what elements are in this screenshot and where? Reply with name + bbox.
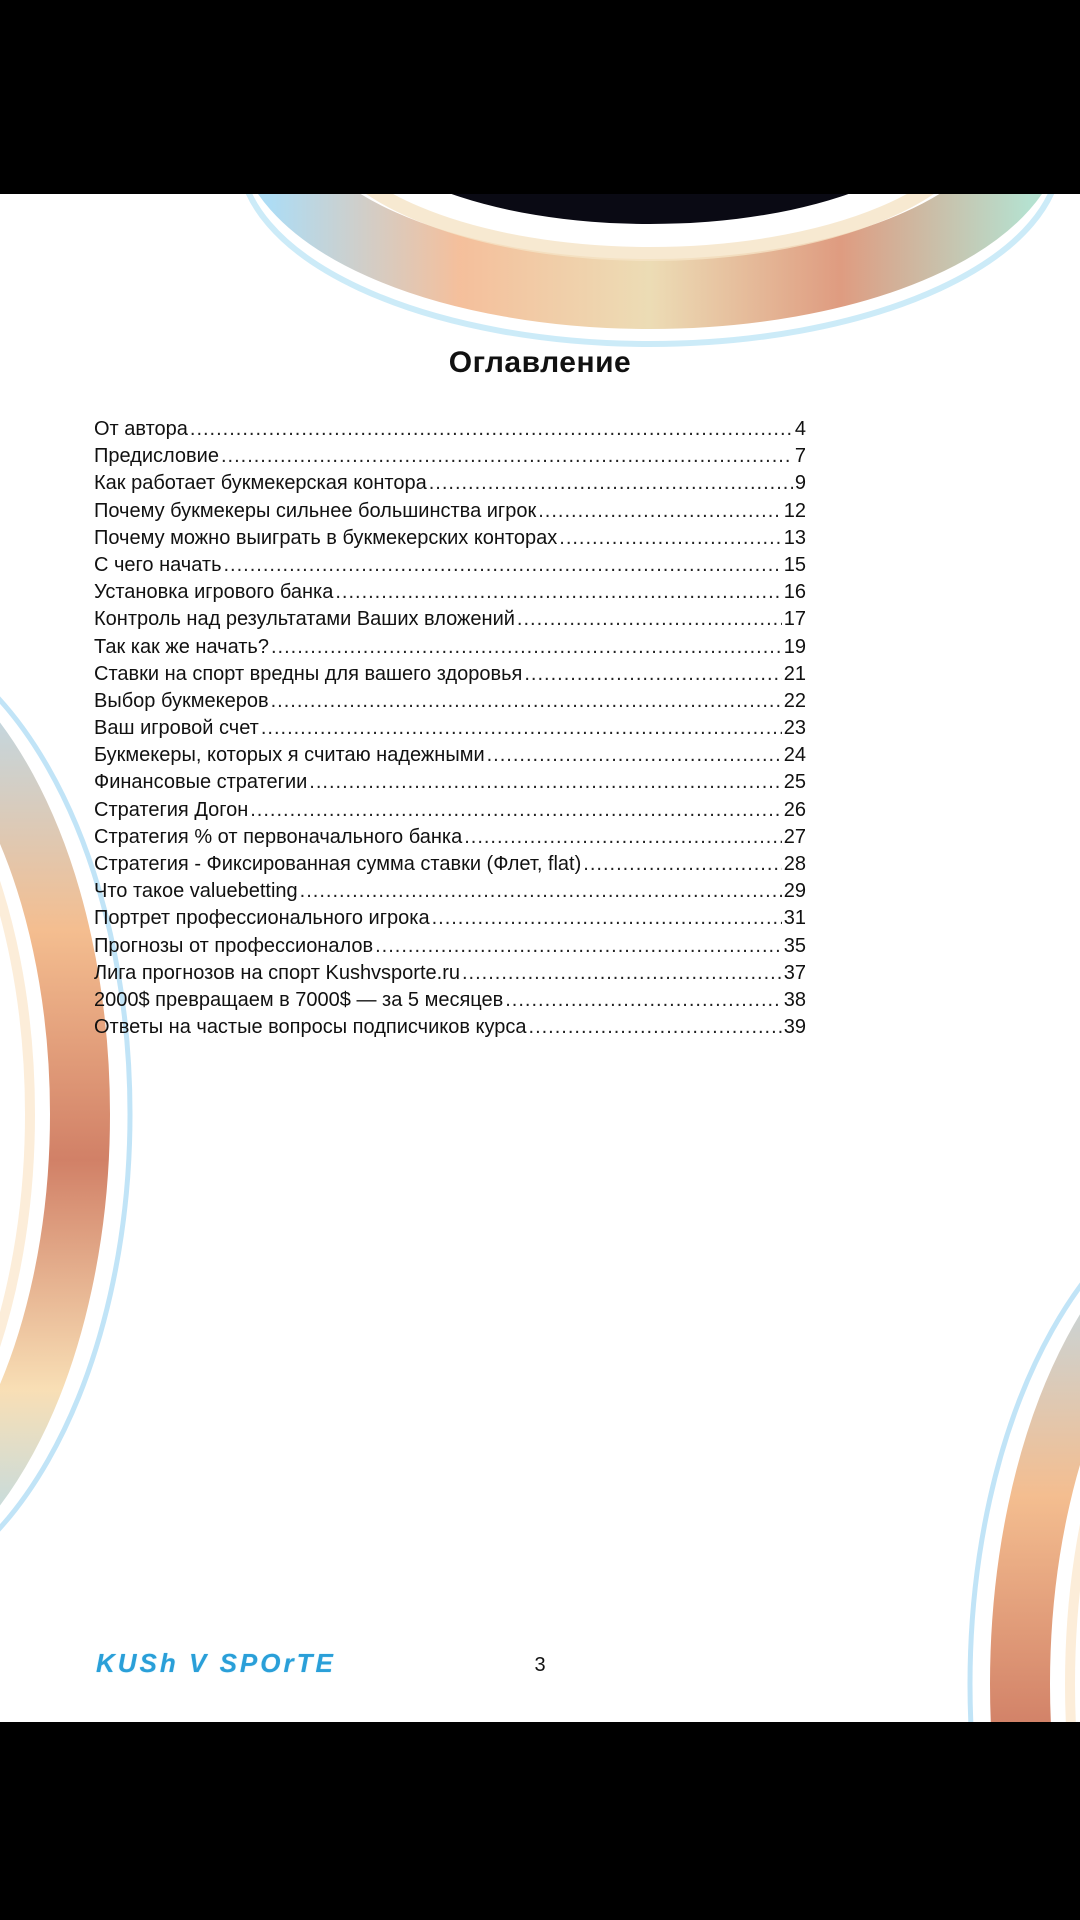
toc-entry-title: Букмекеры, которых я считаю надежными: [94, 744, 485, 767]
toc-entry[interactable]: [94, 933, 806, 960]
toc-entry[interactable]: [94, 606, 806, 633]
toc-dot-leader: [190, 416, 793, 443]
toc-entry[interactable]: [94, 579, 806, 606]
toc-entry-title: Выбор букмекеров: [94, 689, 269, 712]
toc-entry-title: Финансовые стратегии: [94, 771, 308, 794]
page-number: 3: [534, 1654, 546, 1676]
toc-entry-title: Портрет профессионального игрока: [94, 907, 430, 930]
toc-entry-title: Ваш игровой счет: [94, 717, 259, 740]
table-of-contents: [94, 416, 806, 1041]
toc-dot-leader: [429, 470, 793, 497]
toc-entry-page: 17: [783, 608, 806, 631]
toc-entry-title: От автора: [94, 418, 188, 440]
toc-entry-title: Ответы на частые вопросы подписчиков курса: [94, 1016, 527, 1039]
top-swirl: [240, 194, 1060, 344]
toc-entry[interactable]: [94, 498, 806, 525]
toc-entry-page: 7: [794, 445, 806, 468]
toc-dot-leader: [271, 688, 782, 715]
toc-entry[interactable]: [94, 960, 806, 987]
toc-entry[interactable]: [94, 525, 806, 552]
toc-entry[interactable]: [94, 470, 806, 497]
toc-entry-title: С чего начать: [94, 553, 222, 576]
toc-entry[interactable]: [94, 552, 806, 579]
toc-entry-page: 38: [783, 988, 806, 1011]
toc-dot-leader: [224, 552, 782, 579]
toc-entry[interactable]: [94, 443, 806, 470]
toc-entry-title: Прогнозы от профессионалов: [94, 934, 374, 957]
toc-entry[interactable]: [94, 769, 806, 796]
brand-logo: KUSh V SPOrTE: [96, 1648, 336, 1678]
toc-entry-title: Так как же начать?: [94, 635, 269, 658]
toc-entry-title: Что такое valuebetting: [94, 880, 298, 903]
toc-entry[interactable]: [94, 851, 806, 878]
toc-entry[interactable]: [94, 715, 806, 742]
toc-dot-leader: [300, 878, 782, 905]
toc-entry-title: 2000$ превращаем в 7000$ — за 5 месяцев: [94, 988, 504, 1011]
toc-entry-title: Почему букмекеры сильнее большинства игрок: [94, 499, 537, 522]
toc-dot-leader: [462, 960, 782, 987]
toc-entry[interactable]: [94, 1014, 806, 1041]
toc-dot-leader: [432, 905, 782, 932]
toc-dot-leader: [375, 933, 782, 960]
toc-dot-leader: [309, 769, 781, 796]
toc-entry-title: Предисловие: [94, 445, 219, 468]
toc-entry-page: 16: [783, 581, 806, 604]
toc-entry-title: Стратегия - Фиксированная сумма ставки (Флет, flat): [94, 853, 582, 875]
toc-title: Оглавление: [448, 346, 632, 379]
toc-entry-page: 29: [783, 880, 806, 903]
document-page: [0, 194, 1080, 1722]
toc-dot-leader: [505, 987, 782, 1014]
toc-entry-title: Стратегия % от первоначального банка: [94, 825, 463, 848]
toc-entry-page: 12: [783, 499, 806, 522]
toc-dot-leader: [529, 1014, 782, 1041]
toc-entry-page: 23: [783, 717, 806, 740]
toc-entry[interactable]: [94, 688, 806, 715]
toc-entry-title: Как работает букмекерская контора: [94, 472, 427, 495]
toc-entry-title: Ставки на спорт вредны для вашего здоровья: [94, 662, 523, 685]
toc-entry-page: 13: [783, 526, 806, 549]
toc-entry-title: Стратегия Догон: [94, 798, 249, 821]
toc-entry[interactable]: [94, 824, 806, 851]
toc-dot-leader: [517, 606, 782, 633]
toc-entry-page: 39: [783, 1016, 806, 1039]
toc-dot-leader: [487, 742, 782, 769]
toc-dot-leader: [250, 797, 782, 824]
toc-entry-page: 28: [783, 853, 806, 875]
toc-entry-page: 37: [783, 961, 806, 984]
toc-entry[interactable]: [94, 634, 806, 661]
toc-entry-page: 25: [783, 771, 806, 794]
toc-entry-page: 27: [783, 825, 806, 848]
toc-dot-leader: [464, 824, 782, 851]
toc-dot-leader: [271, 634, 782, 661]
toc-entry-title: Контроль над результатами Ваших вложений: [94, 608, 515, 631]
toc-entry[interactable]: [94, 416, 806, 443]
toc-dot-leader: [538, 498, 782, 525]
toc-entry-title: Установка игрового банка: [94, 581, 334, 604]
toc-entry-page: 4: [794, 418, 806, 440]
toc-entry[interactable]: [94, 905, 806, 932]
toc-dot-leader: [559, 525, 781, 552]
bottom-right-swirl: [970, 1184, 1080, 1722]
toc-entry-page: 21: [783, 662, 806, 685]
toc-entry[interactable]: [94, 742, 806, 769]
toc-entry-page: 22: [783, 689, 806, 712]
toc-entry[interactable]: [94, 661, 806, 688]
toc-entry-page: 24: [783, 744, 806, 767]
toc-dot-leader: [335, 579, 781, 606]
toc-dot-leader: [524, 661, 781, 688]
toc-entry[interactable]: [94, 878, 806, 905]
toc-entry-page: 9: [794, 472, 806, 495]
toc-entry-title: Лига прогнозов на спорт Kushvsporte.ru: [94, 961, 460, 984]
toc-entry-title: Почему можно выиграть в букмекерских конторах: [94, 526, 558, 549]
toc-entry-page: 19: [783, 635, 806, 658]
toc-entry-page: 31: [783, 907, 806, 930]
toc-dot-leader: [261, 715, 782, 742]
toc-entry[interactable]: [94, 987, 806, 1014]
toc-dot-leader: [583, 851, 781, 878]
toc-entry-page: 26: [783, 798, 806, 821]
toc-entry-page: 35: [783, 934, 806, 957]
toc-dot-leader: [221, 443, 793, 470]
toc-entry[interactable]: [94, 797, 806, 824]
toc-entry-page: 15: [783, 553, 806, 576]
